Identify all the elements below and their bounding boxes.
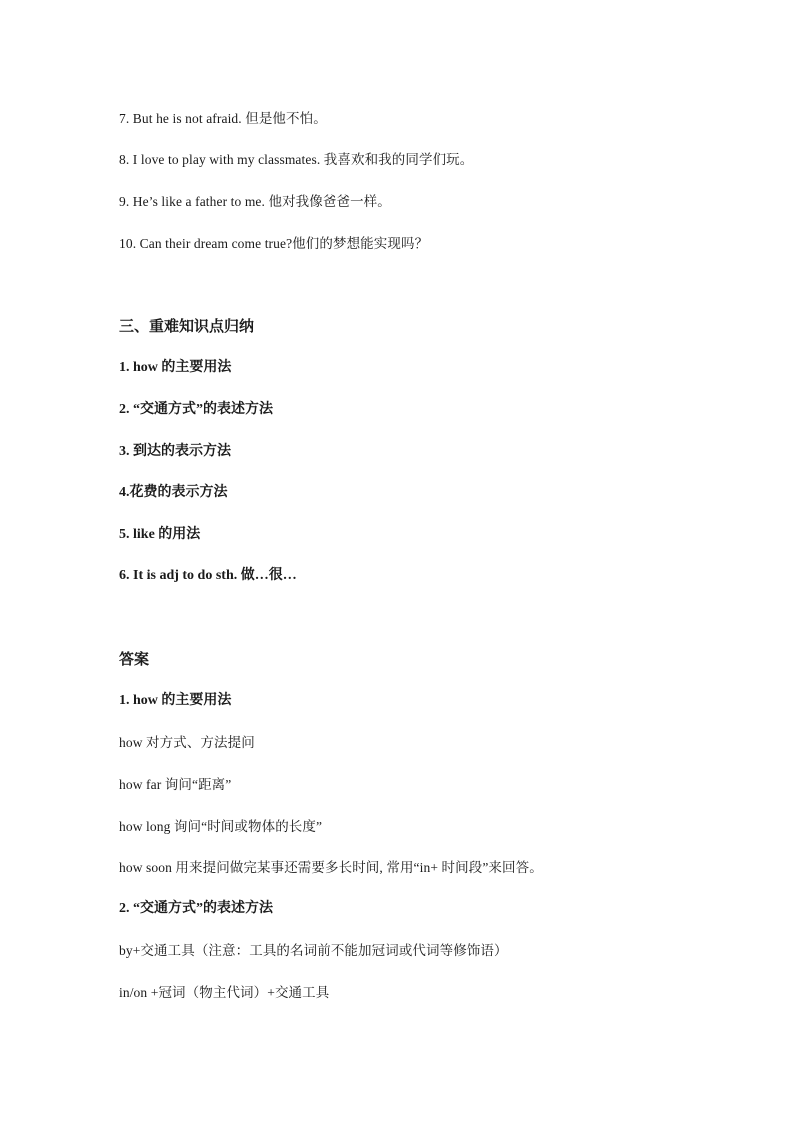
knowledge-point-5: 5. like 的用法 bbox=[119, 527, 201, 542]
knowledge-point-2: 2. “交通方式”的表述方法 bbox=[119, 402, 273, 417]
answer-subheading-2: 2. “交通方式”的表述方法 bbox=[119, 901, 273, 916]
knowledge-point-3: 3. 到达的表示方法 bbox=[119, 444, 231, 459]
answer-line: how long 询问“时间或物体的长度” bbox=[119, 819, 323, 834]
answer-subheading-1: 1. how 的主要用法 bbox=[119, 693, 232, 708]
knowledge-point-4: 4.花费的表示方法 bbox=[119, 485, 228, 500]
section-title: 三、重难知识点归纳 bbox=[119, 319, 255, 335]
sentence-10: 10. Can their dream come true?他们的梦想能实现吗？ bbox=[119, 236, 429, 251]
sentence-9: 9. He’s like a father to me. 他对我像爸爸一样。 bbox=[119, 194, 391, 209]
sentence-8: 8. I love to play with my classmates. 我喜欢和我的同学们玩。 bbox=[119, 152, 474, 167]
answer-line: in/on +冠词（物主代词）+交通工具 bbox=[119, 985, 330, 1000]
knowledge-point-1: 1. how 的主要用法 bbox=[119, 360, 232, 375]
answer-line: how 对方式、方法提问 bbox=[119, 735, 255, 750]
answer-line: how far 询问“距离” bbox=[119, 777, 232, 792]
sentence-7: 7. But he is not afraid. 但是他不怕。 bbox=[119, 111, 327, 126]
knowledge-point-6: 6. It is adj to do sth. 做…很… bbox=[119, 568, 297, 583]
answer-line: by+交通工具（注意：工具的名词前不能加冠词或代词等修饰语） bbox=[119, 943, 508, 958]
answer-line: how soon 用来提问做完某事还需要多长时间, 常用“in+ 时间段”来回答。 bbox=[119, 860, 543, 875]
answers-title: 答案 bbox=[119, 652, 150, 668]
